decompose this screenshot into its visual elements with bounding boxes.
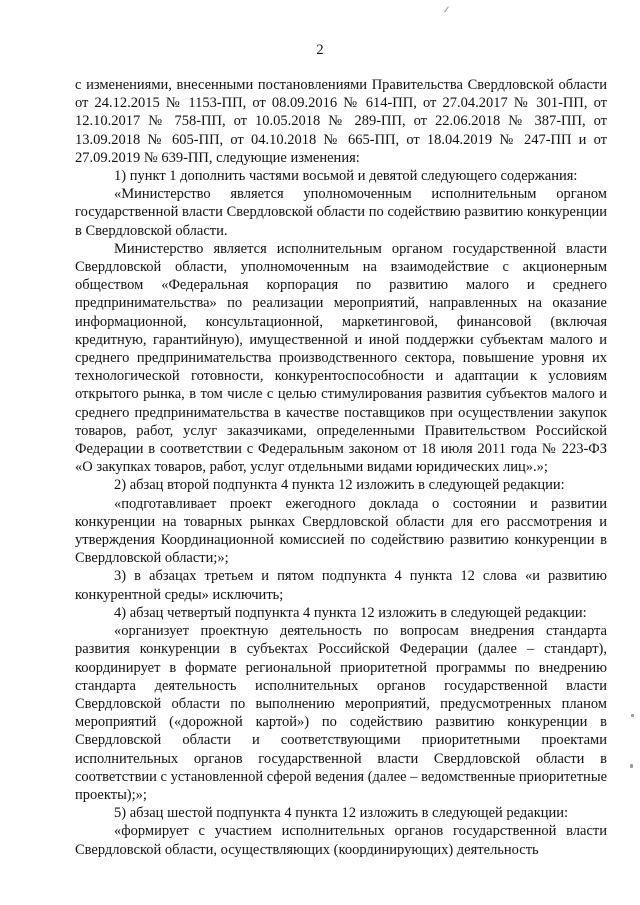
paragraph-quote-2: Министерство является исполнительным органом государственной власти Свердловской области, уполномоченным на взаимодействие с акционерным обществом «Федеральная корпорация по развитию малого и среднего предпринимательства» по реализации мероприятий, направленных на оказание информационной, консультационной, маркетинговой, финансовой (включая кредитную, гарантийную), имущественной и иной поддержки субъектам малого и среднего предпринимательства производственного сектора, повышение уровня их технологической готовности, конкурентоспособности и адаптации к условиям открытого рынка, в том числе с целью стимулирования развития субъектов малого и среднего предпринимательства в качестве поставщиков при осуществлении закупок товаров, работ, услуг заказчиками, определенными Правительством Российской Федерации в соответствии с Федеральным законом от 18 июля 2011 года № 223-ФЗ «О закупках товаров, работ, услуг отдельными видами юридических лиц».»; [75,240,607,476]
paragraph-quote-4: «организует проектную деятельность по вопросам внедрения стандарта развития конкуренции в субъектах Российской Федерации (далее – стандарт), координирует в формате региональной приоритетной программы по внедрению стандарта деятельность исполнительных органов государственной власти Свердловской области по выполнению мероприятий, предусмотренных планом мероприятий («дорожной картой») по содействию развитию конкуренции в Свердловской области и соответствующими приоритетными проектами исполнительных органов государственной власти Свердловской области в соответствии с установленной сферой ведения (далее – ведомственные приоритетные проекты);»; [75,623,607,803]
scan-mark [444,6,449,12]
paragraph-quote-5: «формирует с участием исполнительных органов государственной власти Свердловской области, осуществляющих (координирующих) деятельность [75,823,607,858]
paragraph-item-3: 3) в абзацах третьем и пятом подпункта 4 пункта 12 слова «и развитию конкурентной среды» исключить; [75,568,607,603]
paragraph-item-2: 2) абзац второй подпункта 4 пункта 12 изложить в следующей редакции: [114,477,565,494]
paragraph-item-1: 1) пункт 1 дополнить частями восьмой и девятой следующего содержания: [114,168,578,185]
paragraph-item-4: 4) абзац четвертый подпункта 4 пункта 12 изложить в следующей редакции: [114,604,587,621]
scan-mark [630,764,633,768]
paragraph-item-5: 5) абзац шестой подпункта 4 пункта 12 изложить в следующей редакции: [114,805,569,822]
paragraph-intro: с изменениями, внесенными постановлениями Правительства Свердловской области от 24.12.2015 № 1153-ПП, от 08.09.2016 № 614-ПП, от 27.04.2017 № 301-ПП, от 12.10.2017 № 758-ПП, от 10.05.2018 № 289-ПП, от 22.06.2018 № 387-ПП, от 13.09.2018 № 605-ПП, от 04.10.2018 № 665-ПП, от 18.04.2019 № 247-ПП и от 27.09.2019 № 639-ПП, следующие изменения: [75,77,607,166]
paragraph-quote-1: «Министерство является уполномоченным исполнительным органом государственной власти Свердловской области по содействию развитию конкуренции в Свердловской области. [75,186,607,239]
page-number: 2 [316,42,324,58]
document-body [75,76,607,859]
paragraph-quote-3: «подготавливает проект ежегодного доклада о состоянии и развитии конкуренции на товарных рынках Свердловской области для его рассмотрения и утверждения Координационной комиссией по содействию развитию конкуренции в Свердловской области;»; [75,495,607,567]
scan-mark [631,714,634,717]
